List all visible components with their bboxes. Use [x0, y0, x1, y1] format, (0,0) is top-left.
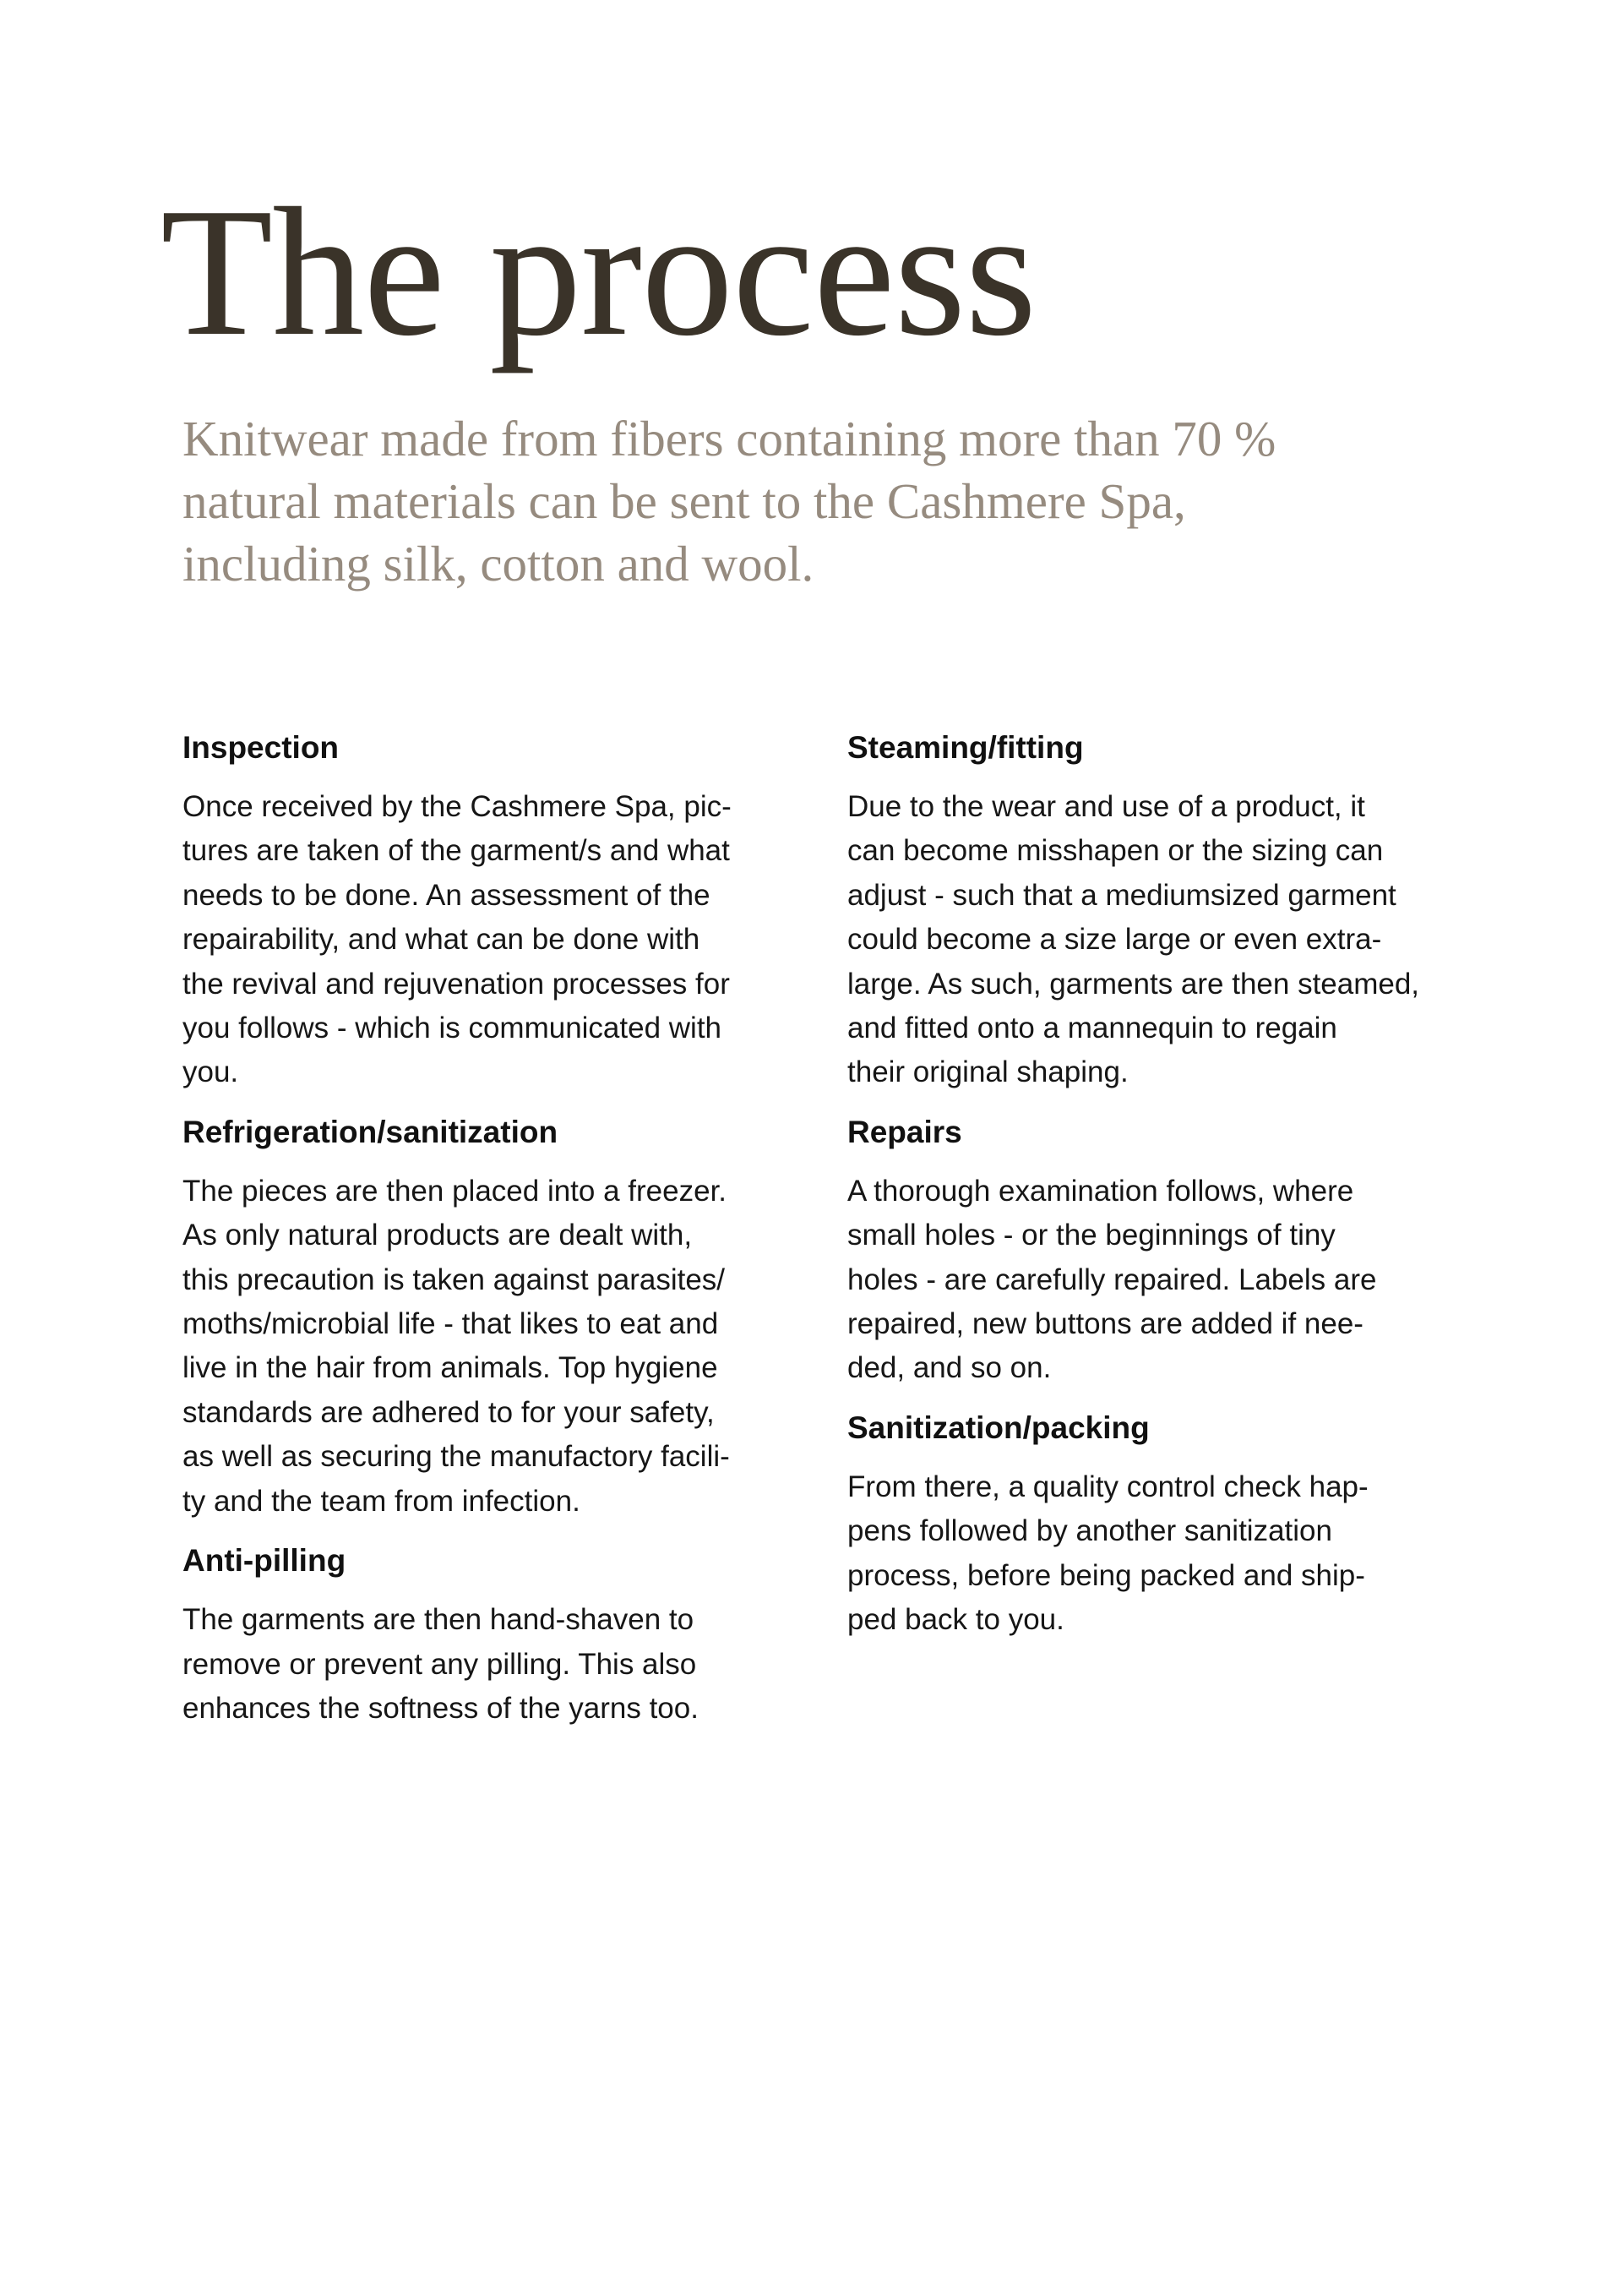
body-line: holes - are carefully repaired. Labels are — [847, 1263, 1377, 1296]
body-line: ty and the team from infection. — [182, 1484, 580, 1518]
body-line: needs to be done. An assessment of the — [182, 878, 710, 912]
lead-line: natural materials can be sent to the Cashmere Spa, — [182, 473, 1186, 529]
body-line: Once received by the Cashmere Spa, pic- — [182, 790, 732, 823]
body-line: their original shaping. — [847, 1055, 1129, 1089]
body-line: A thorough examination follows, where — [847, 1174, 1354, 1208]
body-line: moths/microbial life - that likes to eat and — [182, 1307, 719, 1341]
body-line: The garments are then hand-shaven to — [182, 1603, 694, 1637]
lead-paragraph — [182, 407, 1276, 595]
body-line: The pieces are then placed into a freezer. — [182, 1174, 727, 1208]
body-line: can become misshapen or the sizing can — [847, 834, 1384, 868]
body-line: and fitted onto a mannequin to regain — [847, 1012, 1337, 1045]
body-line: ped back to you. — [847, 1603, 1064, 1637]
body-line: large. As such, garments are then steamed, — [847, 967, 1420, 1001]
section-body — [182, 1170, 841, 1524]
body-line: ded, and so on. — [847, 1351, 1052, 1385]
section-heading: Anti-pilling — [182, 1543, 346, 1579]
body-line: From there, a quality control check hap- — [847, 1470, 1369, 1503]
body-line: you follows - which is communicated with — [182, 1012, 722, 1045]
body-line: this precaution is taken against parasites/ — [182, 1263, 726, 1296]
body-line: tures are taken of the garment/s and what — [182, 834, 730, 868]
section-heading: Refrigeration/sanitization — [182, 1114, 558, 1149]
body-line: adjust - such that a mediumsized garment — [847, 878, 1396, 912]
right-column — [847, 718, 1506, 1650]
body-line: you. — [182, 1055, 239, 1089]
section-body — [182, 785, 841, 1095]
body-line: enhances the softness of the yarns too. — [182, 1691, 699, 1725]
body-line: standards are adhered to for your safety, — [182, 1395, 715, 1429]
section-body — [847, 1465, 1506, 1643]
process-section — [847, 1103, 1506, 1391]
process-section — [847, 1399, 1506, 1643]
body-line: Due to the wear and use of a product, it — [847, 790, 1365, 823]
body-line: repairability, and what can be done with — [182, 923, 700, 957]
lead-line: including silk, cotton and wool. — [182, 536, 814, 592]
left-column — [182, 718, 841, 1738]
lead-line: Knitwear made from fibers containing more than 70 % — [182, 411, 1276, 466]
body-line: as well as securing the manufactory facili- — [182, 1440, 730, 1474]
body-line: pens followed by another sanitization — [847, 1514, 1332, 1548]
section-body — [182, 1598, 841, 1731]
section-body — [847, 1170, 1506, 1391]
body-line: remove or prevent any pilling. This also — [182, 1647, 697, 1681]
process-section — [182, 718, 841, 1095]
process-section — [182, 1531, 841, 1731]
body-line: the revival and rejuvenation processes for — [182, 967, 730, 1001]
body-line: could become a size large or even extra- — [847, 923, 1382, 957]
body-line: live in the hair from animals. Top hygiene — [182, 1351, 718, 1385]
section-heading: Steaming/fitting — [847, 730, 1084, 765]
body-line: small holes - or the beginnings of tiny — [847, 1219, 1336, 1252]
process-section — [182, 1103, 841, 1524]
process-section — [847, 718, 1506, 1095]
page-title: The process — [161, 171, 1037, 374]
section-heading: Repairs — [847, 1114, 962, 1149]
body-line: repaired, new buttons are added if nee- — [847, 1307, 1363, 1341]
section-heading: Sanitization/packing — [847, 1410, 1150, 1445]
section-heading: Inspection — [182, 730, 340, 765]
body-line: As only natural products are dealt with, — [182, 1219, 693, 1252]
body-line: process, before being packed and ship- — [847, 1558, 1365, 1592]
section-body — [847, 785, 1506, 1095]
